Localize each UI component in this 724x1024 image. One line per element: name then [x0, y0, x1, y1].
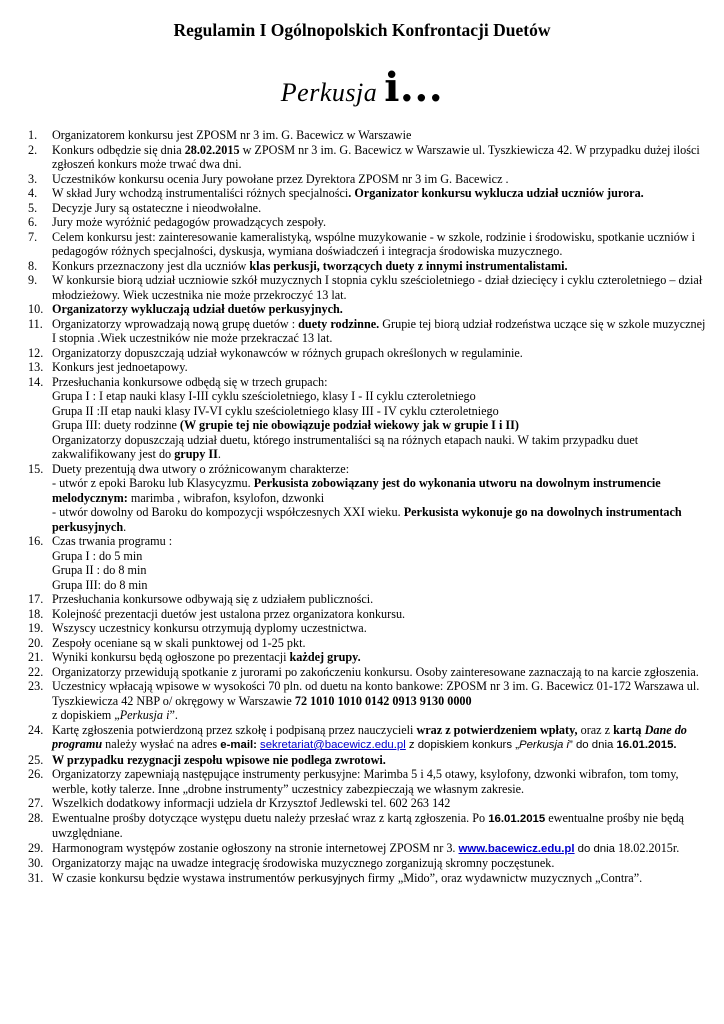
list-item: 8. Konkurs przeznaczony jest dla uczniów klas perkusji, tworzących duety z innymi instrumentalistami.	[28, 258, 568, 273]
list-item: 19. Wszyscy uczestnicy konkursu otrzymują dyplomy uczestnictwa.	[28, 621, 367, 635]
list-item: 15. Duety prezentują dwa utwory o zróżnicowanym charakterze: - utwór z epoki Baroku lub Klasycyzmu. Perkusista zobowiązany jest do wykonania utworu na dowolnym instrumencie melodycznym: marimba , wibrafon, ksylofon, dzwonki - utwór dowolny od Baroku do kompozycji współczesnych XXI wieku. Perkusista wykonuje go na dowolnych instrumentach perkusyjnych.	[28, 461, 682, 534]
list-item: 24. Kartę zgłoszenia potwierdzoną przez szkołę i podpisaną przez nauczycieli wraz z potwierdzeniem wpłaty, oraz z kartą Dane do programu należy wysłać na adres e-mail: sekretariat@bacewicz.edu.pl z dopiskiem konkurs „Perkusja i” do dnia 16.01.2015.	[28, 722, 687, 751]
list-item: 31. W czasie konkursu będzie wystawa instrumentów perkusyjnych firmy „Mido”, oraz wydawnictw muzycznych „Contra”.	[28, 870, 643, 885]
list-item: 25. W przypadku rezygnacji zespołu wpisowe nie podlega zwrotowi.	[28, 752, 386, 767]
list-item: 3. Uczestników konkursu ocenia Jury powołane przez Dyrektora ZPOSM nr 3 im G. Bacewicz .	[28, 171, 509, 186]
list-item: 17. Przesłuchania konkursowe odbywają się z udziałem publiczności.	[28, 592, 374, 606]
list-item: 29. Harmonogram występów zostanie ogłoszony na stronie internetowej ZPOSM nr 3. www.bacewicz.edu.pl do dnia 18.02.2015r.	[28, 840, 680, 855]
subtitle-word: Perkusja	[280, 78, 378, 107]
website-link[interactable]: www.bacewicz.edu.pl	[458, 842, 575, 855]
list-item: 18. Kolejność prezentacji duetów jest ustalona przez organizatora konkursu.	[28, 606, 406, 621]
list-item: 22. Organizatorzy przewidują spotkanie z jurorami po zakończeniu konkursu. Osoby zainteresowane zaznaczają to na karcie zgłoszenia.	[28, 664, 699, 679]
list-item: 10. Organizatorzy wykluczają udział duetów perkusyjnych.	[28, 302, 343, 316]
list-item: 2. Konkurs odbędzie się dnia 28.02.2015 w ZPOSM nr 3 im. G. Bacewicz w Warszawie ul. Tyszkiewicza 42. W przypadku dużej ilości zgłoszeń konkurs może trwać dwa dni.	[28, 142, 700, 171]
regulations-list	[28, 128, 708, 886]
list-item: 4. W skład Jury wchodzą instrumentaliści różnych specjalności. Organizator konkursu wyklucza udział uczniów jurora.	[28, 186, 644, 200]
list-item: 26. Organizatorzy zapewniają następujące instrumenty perkusyjne: Marimba 5 i 4,5 otawy, ksylofony, dzwonki wibrafon, tom tomy, werble, kotły talerze. Inne „drobne instrumenty” uczestnicy zabezpieczają we własnym zakresie.	[28, 767, 679, 796]
list-item: 30. Organizatorzy mając na uwadze integrację środowiska muzycznego zorganizują skromny poczęstunek.	[28, 856, 555, 870]
list-item: 7. Celem konkursu jest: zainteresowanie kameralistyką, wspólne muzykowanie - w szkole, rodzinie i środowisku, spotkanie uczniów i pedagogów różnych specjalności, dyskusja, wymiana doświadczeń i integracja środowiska muzycznego.	[28, 229, 696, 258]
list-item: 11. Organizatorzy wprowadzają nową grupę duetów : duety rodzinne. Grupie tej biorą udział rodzeństwa uczące się w szkole muzycznej I stopnia .Wiek uczestników nie może przekraczać 13 lat.	[28, 316, 706, 345]
list-item: 23. Uczestnicy wpłacają wpisowe w wysokości 70 pln. od duetu na konto bankowe: ZPOSM nr 3 im. G. Bacewicz 01-172 Warszawa ul. Tyszkiewicza 42 NBP o/ okręgowy w Warszawie 72 1010 1010 0142 0913 9130 0000 z dopiskiem „Perkusja i”.	[28, 679, 700, 722]
subtitle-mark: i...	[384, 64, 444, 111]
page-subtitle	[0, 64, 724, 111]
list-item: 21. Wyniki konkursu będą ogłoszone po prezentacji każdej grupy.	[28, 650, 361, 664]
page-title: Regulamin I Ogólnopolskich Konfrontacji Duetów	[173, 20, 551, 40]
list-item: 20. Zespoły oceniane są w skali punktowej od 1-25 pkt.	[28, 635, 306, 650]
list-item: 6. Jury może wyróżnić pedagogów prowadzących zespoły.	[28, 215, 327, 229]
email-link[interactable]: sekretariat@bacewicz.edu.pl	[260, 739, 406, 751]
list-item: 1. Organizatorem konkursu jest ZPOSM nr 3 im. G. Bacewicz w Warszawie	[28, 128, 412, 142]
list-item: 9. W konkursie biorą udział uczniowie szkół muzycznych I stopnia cyklu sześcioletniego - dział dziecięcy i cyklu czteroletniego – dział młodzieżowy. Wiek uczestnika nie może przekroczyć 13 lat.	[28, 273, 703, 302]
list-item: 27. Wszelkich dodatkowy informacji udziela dr Krzysztof Jedlewski tel. 602 263 142	[28, 796, 451, 810]
list-item: 16. Czas trwania programu : Grupa I : do 5 min Grupa II : do 8 min Grupa III: do 8 min	[28, 534, 173, 592]
list-item: 13. Konkurs jest jednoetapowy.	[28, 360, 188, 374]
list-item: 5. Decyzje Jury są ostateczne i nieodwołalne.	[28, 200, 262, 215]
list-item: 14. Przesłuchania konkursowe odbędą się w trzech grupach: Grupa I : I etap nauki klasy I-III cyklu sześcioletniego, klasy I - II cyklu czteroletniego Grupa II :II etap nauki klasy IV-VI cyklu sześcioletniego klasy III - IV cyklu czteroletniego Grupa III: duety rodzinne (W grupie tej nie obowiązuje podział wiekowy jak w grupie I i II) Organizatorzy dopuszczają udział duetu, którego instrumentaliści są na różnych etapach nauki. W takim przypadku duet zakwalifikowany jest do grupy II.	[28, 374, 639, 461]
list-item: 28. Ewentualne prośby dotyczące występu duetu należy przesłać wraz z kartą zgłoszenia. Po 16.01.2015 ewentualne prośby nie będą uwzględniane.	[28, 810, 684, 840]
list-item: 12. Organizatorzy dopuszczają udział wykonawców w różnych grupach określonych w regulaminie.	[28, 345, 523, 360]
